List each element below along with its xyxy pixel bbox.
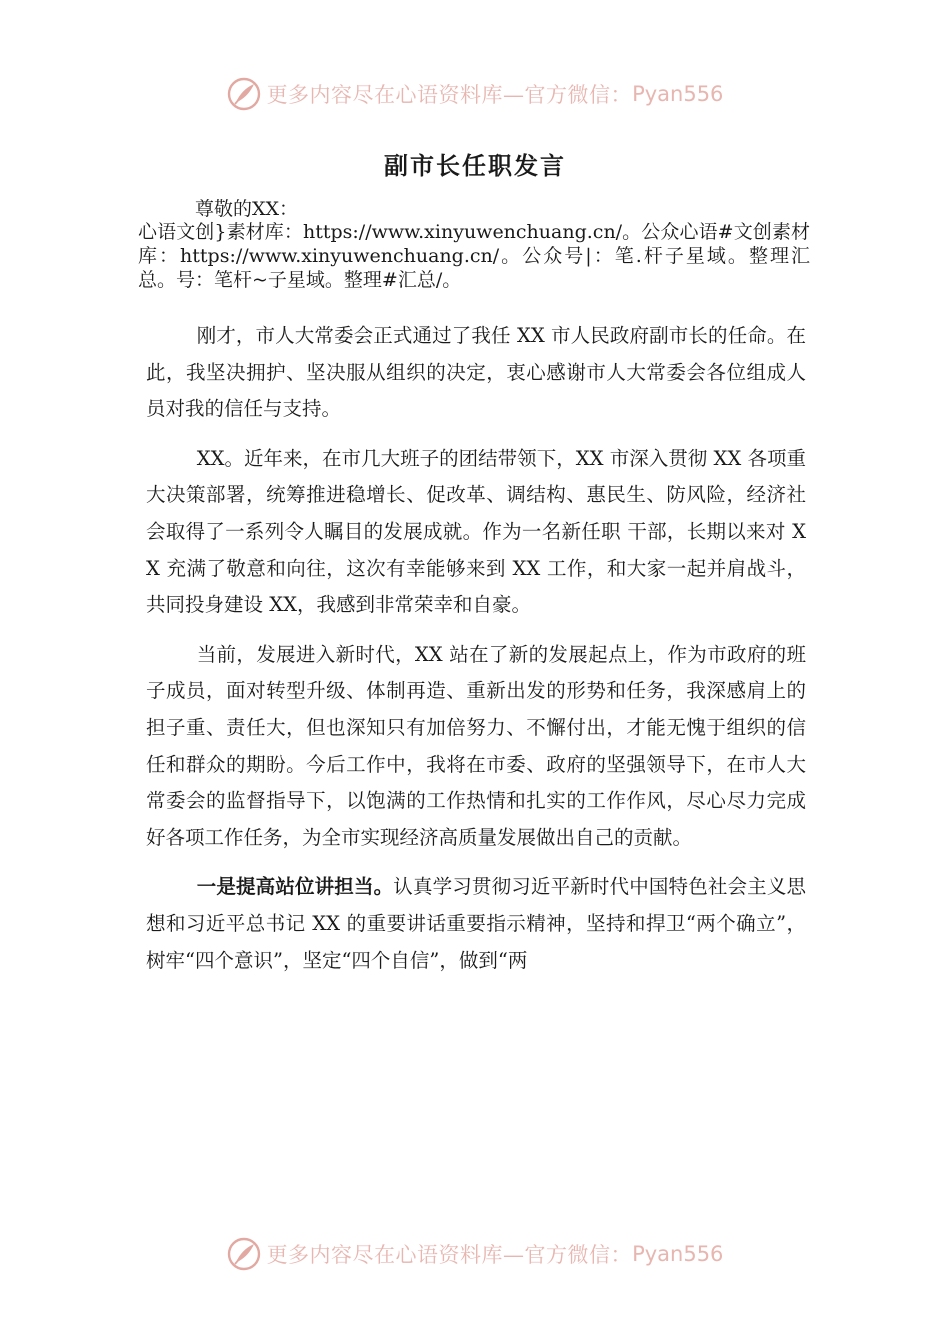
quill-logo-icon: [227, 1237, 261, 1271]
watermark-text: 更多内容尽在心语资料库—官方微信：: [266, 83, 633, 107]
source-notice: 心语文创}素材库：https://www.xinyuwenchuang.cn/。公众心语#文创素材库：https://www.xinyuwenchuang.cn/。公众号|：笔.杆子星域。整理汇总。号：笔杆~子星域。整理#汇总/。: [138, 221, 810, 291]
watermark-wechat-id: Pyan556: [632, 82, 724, 106]
document-title: 副市长任职发言: [384, 151, 566, 180]
paragraph-2: [146, 441, 806, 624]
paragraph-text: 当前，发展进入新时代，XX 站在了新的发展起点上，作为市政府的班子成员，面对转型升级、体制再造、重新出发的形势和任务，我深感肩上的担子重、责任大，但也深知只有加倍努力、不懈付出，才能无愧于组织的信任和群众的期盼。今后工作中，我将在市委、政府的坚强领导下，在市人大常委会的监督指导下，以饱满的工作热情和扎实的工作作风，尽心尽力完成好各项工作任务，为全市实现经济高质量发展做出自己的贡献。: [146, 642, 806, 849]
paragraph-1: [146, 318, 806, 428]
watermark-header: [0, 72, 950, 116]
paragraph-text: 认真学习贯彻习近平新时代中国特色社会主义思想和习近平总书记 XX 的重要讲话重要指示精神，坚持和捍卫“两个确立”，树牢“四个意识”，坚定“四个自信”，做到“两: [146, 875, 806, 972]
document-body: [146, 318, 806, 992]
watermark-text: 更多内容尽在心语资料库—官方微信：: [266, 1243, 633, 1267]
paragraph-lead: 一是提高站位讲担当。: [196, 875, 394, 899]
watermark-footer: [0, 1232, 950, 1276]
paragraph-text: 刚才，市人大常委会正式通过了我任 XX 市人民政府副市长的任命。在此，我坚决拥护、坚决服从组织的决定，衷心感谢市人大常委会各位组成人员对我的信任与支持。: [146, 324, 806, 421]
paragraph-text: XX。近年来，在市几大班子的团结带领下，XX 市深入贯彻 XX 各项重大决策部署，统筹推进稳增长、促改革、调结构、惠民生、防风险，经济社会取得了一系列令人瞩目的发展成就。作为一名新任职 干部，长期以来对 XX 充满了敬意和向往，这次有幸能够来到 XX 工作，和大家一起并肩战斗，共同投身建设 XX，我感到非常荣幸和自豪。: [146, 446, 806, 617]
paragraph-3: [146, 637, 806, 857]
paragraph-4: [146, 869, 806, 979]
quill-logo-icon: [227, 77, 261, 111]
greeting: 尊敬的XX：: [195, 198, 299, 220]
watermark-wechat-id: Pyan556: [632, 1242, 724, 1266]
